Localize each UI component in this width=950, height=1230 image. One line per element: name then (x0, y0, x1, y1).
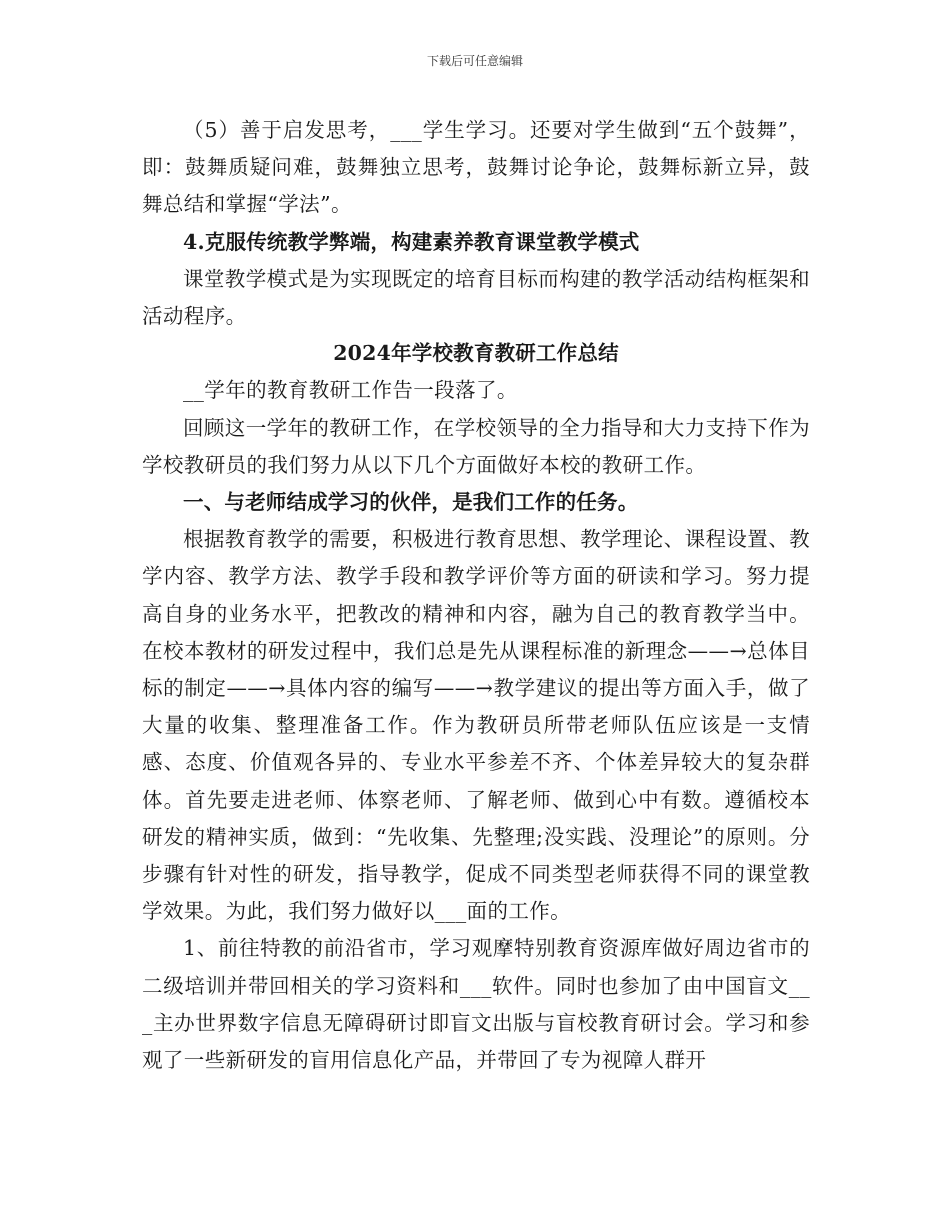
paragraph-encouragement: （5）善于启发思考，___学生学习。还要对学生做到“五个鼓舞”，即：鼓舞质疑问难，鼓舞独立思考，鼓舞讨论争论，鼓舞标新立异，鼓舞总结和掌握“学法”。 (142, 118, 810, 217)
paragraph-item-one: 1、前往特教的前沿省市，学习观摩特别教育资源库做好周边省市的二级培训并带回相关的学习资料和___软件。同时也参加了由中国盲文___主办世界数字信息无障碍研讨即盲文出版与盲校教育研讨会。学习和参观了一些新研发的盲用信息化产品，并带回了专为视障人群开 (142, 936, 810, 1073)
paragraph-year-end: __学年的教育教研工作告一段落了。 (183, 378, 518, 403)
paragraph-review: 回顾这一学年的教研工作，在学校领导的全力指导和大力支持下作为学校教研员的我们努力从以下几个方面做好本校的教研工作。 (142, 415, 810, 477)
paragraph-model-definition: 课堂教学模式是为实现既定的培育目标而构建的教学活动结构框架和活动程序。 (142, 266, 810, 329)
document-body (142, 112, 810, 1079)
heading-section-one: 一、与老师结成学习的伙伴，是我们工作的任务。 (183, 490, 639, 515)
paragraph-study: 根据教育教学的需要，积极进行教育思想、教学理论、课程设置、教学内容、教学方法、教学手段和教学评价等方面的研读和学习。努力提高自身的业务水平，把教改的精神和内容，融为自己的教育教学当中。在校本教材的研发过程中，我们总是先从课程标准的新理念——→总体目标的制定——→具体内容的编写——→教学建议的提出等方面入手，做了大量的收集、整理准备工作。作为教研员所带老师队伍应该是一支情感、态度、价值观各异的、专业水平参差不齐、个体差异较大的复杂群体。首先要走进老师、体察老师、了解老师、做到心中有数。遵循校本研发的精神实质，做到：“先收集、先整理;没实践、没理论”的原则。分步骤有针对性的研发，指导教学，促成不同类型老师获得不同的课堂教学效果。为此，我们努力做好以___面的工作。 (142, 527, 810, 924)
document-title: 2024年学校教育教研工作总结 (333, 341, 619, 366)
page-header: 下载后可任意编辑 (426, 54, 523, 68)
heading-teaching-model: 4.克服传统教学弊端，构建素养教育课堂教学模式 (183, 229, 640, 254)
